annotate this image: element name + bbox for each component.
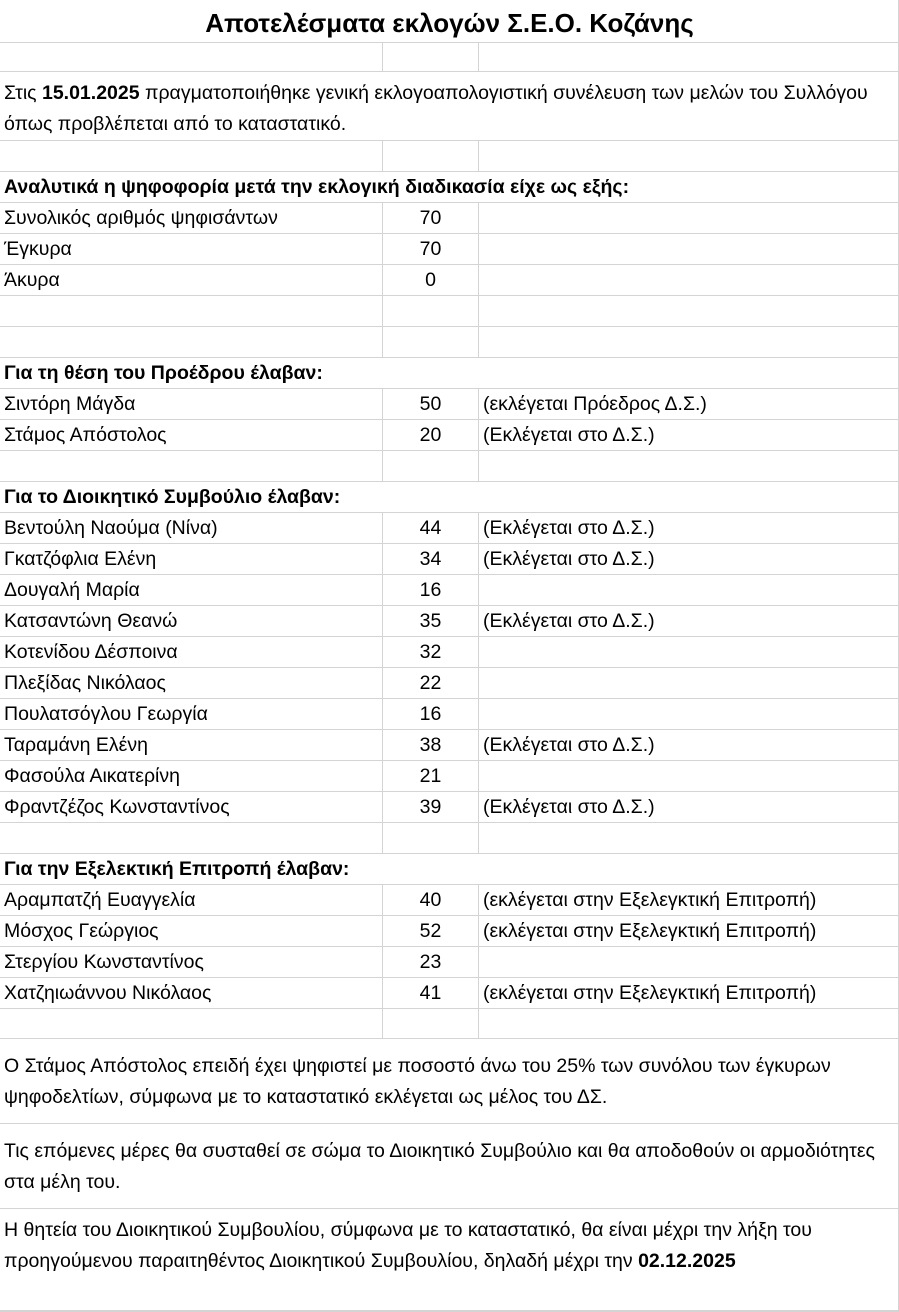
empty-row <box>0 327 899 358</box>
candidate-name: Χατζηιωάννου Νικόλαος <box>4 982 212 1004</box>
candidate-votes: 52 <box>419 920 442 942</box>
candidate-name: Σιντόρη Μάγδα <box>4 393 136 415</box>
note-paragraph <box>4 1215 894 1277</box>
table-row <box>0 513 899 544</box>
candidate-note: (Εκλέγεται στο Δ.Σ.) <box>483 734 655 756</box>
candidate-note: (εκλέγεται Πρόεδρος Δ.Σ.) <box>483 393 707 415</box>
voting-value: 70 <box>419 207 442 229</box>
table-row <box>0 885 899 916</box>
candidate-name: Ταραμάνη Ελένη <box>4 734 148 756</box>
note-text: Η θητεία του Διοικητικού Συμβουλίου, σύμφωνα με το καταστατικό, θα είναι μέχρι την λήξη του προηγούμενου παραιτηθέντος Διοικητικού Συμβουλίου, δηλαδή μέχρι την <box>4 1219 812 1272</box>
page-title: Αποτελέσματα εκλογών Σ.Ε.Ο. Κοζάνης <box>0 0 899 43</box>
table-row <box>0 575 899 606</box>
candidate-note <box>483 947 898 977</box>
voting-heading: Αναλυτικά η ψηφοφορία μετά την εκλογική διαδικασία είχε ως εξής: <box>4 176 630 198</box>
candidate-note: (εκλέγεται στην Εξελεγκτική Επιτροπή) <box>483 982 817 1004</box>
candidate-name: Πουλατσόγλου Γεωργία <box>4 703 208 725</box>
candidate-votes: 39 <box>419 796 442 818</box>
note-paragraph: Ο Στάμος Απόστολος επειδή έχει ψηφιστεί με ποσοστό άνω του 25% των συνόλου των έγκυρων ψηφοδελτίων, σύμφωνα με το καταστατικό εκλέγεται ως μέλος του ΔΣ. <box>4 1055 831 1108</box>
empty-row <box>0 823 899 854</box>
voting-label: Συνολικός αριθμός ψηφισάντων <box>4 207 278 229</box>
empty-row <box>0 451 899 482</box>
candidate-votes: 50 <box>419 393 442 415</box>
table-row <box>0 978 899 1009</box>
candidate-name: Κατσαντώνη Θεανώ <box>4 610 178 632</box>
candidate-note: (Εκλέγεται στο Δ.Σ.) <box>483 548 655 570</box>
candidate-name: Δουγαλή Μαρία <box>4 579 140 601</box>
candidate-votes: 41 <box>419 982 442 1004</box>
candidate-votes: 16 <box>419 579 442 601</box>
note-paragraph: Τις επόμενες μέρες θα συσταθεί σε σώμα το Διοικητικό Συμβούλιο και θα αποδοθούν οι αρμοδιότητες στα μέλη του. <box>4 1140 875 1193</box>
intro-date: 15.01.2025 <box>41 82 140 104</box>
candidate-votes: 22 <box>419 672 442 694</box>
voting-label: Έγκυρα <box>4 238 72 260</box>
table-row <box>0 420 899 451</box>
table-row <box>0 916 899 947</box>
empty-row <box>0 43 899 72</box>
candidate-note <box>483 668 898 698</box>
candidate-note <box>483 699 898 729</box>
candidate-note: (Εκλέγεται στο Δ.Σ.) <box>483 517 655 539</box>
table-row <box>0 203 899 234</box>
candidate-note: (Εκλέγεται στο Δ.Σ.) <box>483 424 655 446</box>
candidate-votes: 32 <box>419 641 442 663</box>
table-row <box>0 947 899 978</box>
voting-value: 0 <box>425 269 436 291</box>
note-date: 02.12.2025 <box>638 1250 736 1272</box>
table-row <box>0 389 899 420</box>
candidate-votes: 16 <box>419 703 442 725</box>
candidate-votes: 23 <box>419 951 442 973</box>
candidate-note: (Εκλέγεται στο Δ.Σ.) <box>483 610 655 632</box>
table-row <box>0 699 899 730</box>
intro-suffix: πραγματοποιήθηκε γενική εκλογοαπολογιστική συνέλευση των μελών του Συλλόγου όπως προβλέπεται από το καταστατικό. <box>4 82 868 135</box>
table-row <box>0 265 899 296</box>
intro-prefix: Στις <box>4 82 42 104</box>
note-row <box>0 1039 899 1124</box>
candidate-name: Αραμπατζή Ευαγγελία <box>4 889 196 911</box>
candidate-name: Φραντζέζος Κωνσταντίνος <box>4 796 230 818</box>
candidate-note: (Εκλέγεται στο Δ.Σ.) <box>483 796 655 818</box>
president-heading-row <box>0 358 899 389</box>
table-row <box>0 792 899 823</box>
candidate-note <box>483 761 898 791</box>
president-heading: Για τη θέση του Προέδρου έλαβαν: <box>4 362 323 384</box>
note-row <box>0 1209 899 1311</box>
table-row <box>0 544 899 575</box>
table-row <box>0 637 899 668</box>
table-row <box>0 730 899 761</box>
empty-row <box>0 1009 899 1039</box>
table-row <box>0 234 899 265</box>
candidate-note <box>483 637 898 667</box>
candidate-name: Γκατζόφλια Ελένη <box>4 548 157 570</box>
candidate-votes: 34 <box>419 548 442 570</box>
empty-row <box>0 296 899 327</box>
candidate-name: Βεντούλη Ναούμα (Νίνα) <box>4 517 218 539</box>
note-row <box>0 1124 899 1209</box>
candidate-votes: 38 <box>419 734 442 756</box>
voting-value: 70 <box>419 238 442 260</box>
board-heading-row <box>0 482 899 513</box>
candidate-name: Στάμος Απόστολος <box>4 424 167 446</box>
table-row <box>0 606 899 637</box>
table-row <box>0 761 899 792</box>
candidate-name: Μόσχος Γεώργιος <box>4 920 159 942</box>
candidate-votes: 40 <box>419 889 442 911</box>
candidate-votes: 20 <box>419 424 442 446</box>
intro-row <box>0 72 899 141</box>
table-row <box>0 668 899 699</box>
audit-heading: Για την Εξελεκτική Επιτροπή έλαβαν: <box>4 858 350 880</box>
candidate-votes: 21 <box>419 765 442 787</box>
candidate-note: (εκλέγεται στην Εξελεγκτική Επιτροπή) <box>483 889 817 911</box>
candidate-votes: 44 <box>419 517 442 539</box>
candidate-votes: 35 <box>419 610 442 632</box>
empty-row <box>0 141 899 172</box>
candidate-name: Φασούλα Αικατερίνη <box>4 765 180 787</box>
audit-heading-row <box>0 854 899 885</box>
candidate-note: (εκλέγεται στην Εξελεγκτική Επιτροπή) <box>483 920 817 942</box>
voting-label: Άκυρα <box>4 269 60 291</box>
candidate-note <box>483 575 898 605</box>
candidate-name: Κοτενίδου Δέσποινα <box>4 641 178 663</box>
candidate-name: Στεργίου Κωνσταντίνος <box>4 951 204 973</box>
candidate-name: Πλεξίδας Νικόλαος <box>4 672 166 694</box>
intro-paragraph <box>4 78 894 140</box>
board-heading: Για το Διοικητικό Συμβούλιο έλαβαν: <box>4 486 341 508</box>
voting-heading-row <box>0 172 899 203</box>
